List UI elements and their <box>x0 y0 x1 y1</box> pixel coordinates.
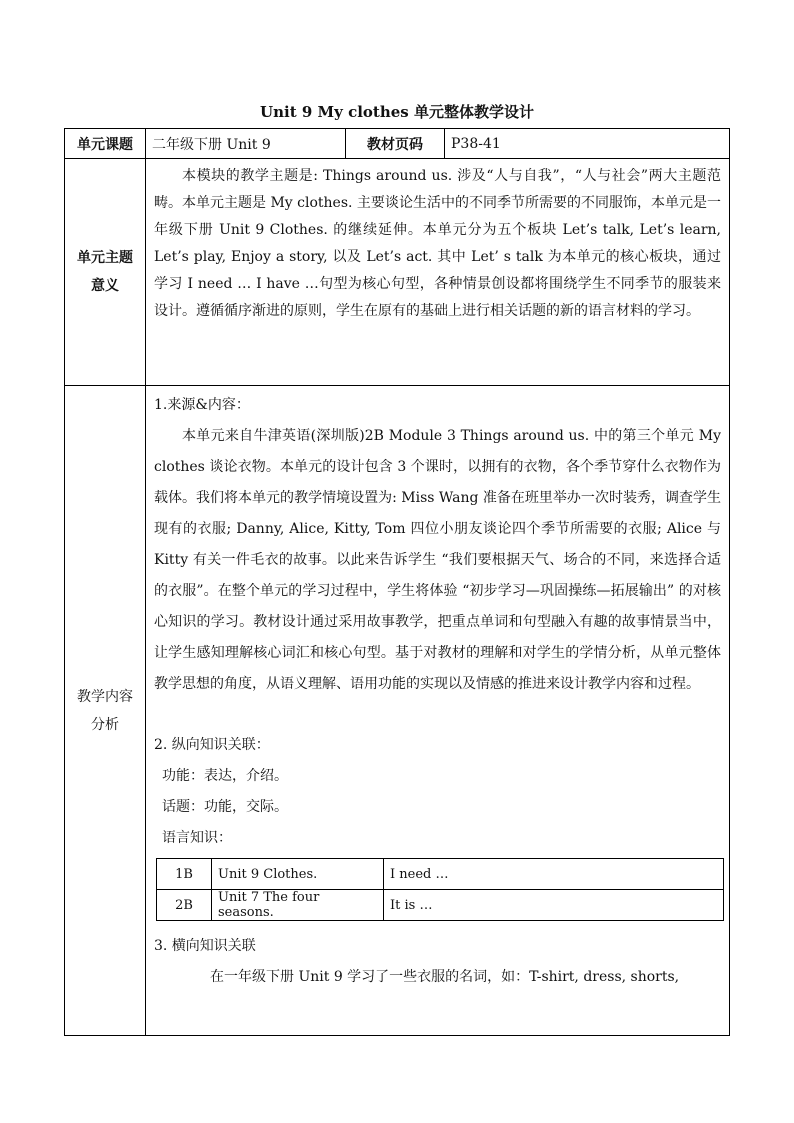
function-line: 功能：表达，介绍。 <box>162 768 288 784</box>
table-row <box>157 859 724 890</box>
grade-cell: 1B <box>157 859 212 890</box>
unit-cell: Unit 7 The four seasons. <box>212 890 384 921</box>
analysis-label <box>65 386 146 1036</box>
theme-row <box>65 159 730 386</box>
unit-label: 单元课题 <box>65 129 146 159</box>
section3-text: 在一年级下册 Unit 9 学习了一些衣服的名词，如：T-shirt, dress, shorts, <box>210 969 680 985</box>
theme-label <box>65 159 146 386</box>
unit-cell: Unit 9 Clothes. <box>212 859 384 890</box>
section2-heading: 2. 纵向知识关联： <box>154 737 270 753</box>
theme-content <box>146 159 730 386</box>
table-row <box>157 890 724 921</box>
pattern-cell: It is … <box>384 890 724 921</box>
section1-heading: 1.来源&内容： <box>154 397 250 413</box>
theme-label-line1: 单元主题 <box>77 250 133 266</box>
knowledge-table <box>156 858 724 921</box>
unit-info-row <box>65 129 730 159</box>
topic-line: 话题：功能，交际。 <box>162 799 288 815</box>
language-line: 语言知识： <box>162 830 232 846</box>
analysis-label-line2: 分析 <box>91 716 119 733</box>
grade-cell: 2B <box>157 890 212 921</box>
pattern-cell: I need … <box>384 859 724 890</box>
theme-text: 本模块的教学主题是: Things around us. 涉及“人与自我”，“人与社会”两大主题范畴。本单元主题是 My clothes. 主要谈论生活中的不同季节所需要的不同服饰，本单元是一年级下册 Unit 9 Clothes. 的继续延伸。本单元分为五个板块 Let’s talk, Let’s learn, Let’s play, Enjoy a story, 以及 Let’s act. 其中 Let’ s talk 为本单元的核心板块，通过学习 I need … I have …句型为核心句型，各种情景创设都将围绕学生不同季节的服装来设计。遵循循序渐进的原则，学生在原有的基础上进行相关话题的新的语言材料的学习。 <box>154 168 721 319</box>
theme-label-line2: 意义 <box>91 278 119 294</box>
section1-text: 本单元来自牛津英语(深圳版)2B Module 3 Things around us. 中的第三个单元 My clothes 谈论衣物。本单元的设计包含 3 个课时，以拥有的衣物，各个季节穿什么衣物作为载体。我们将本单元的教学情境设置为: Miss Wang 准备在班里举办一次时装秀，调查学生现有的衣服; Danny, Alice, Kitty, Tom 四位小朋友谈论四个季节所需要的衣服; Alice 与 Kitty 有关一件毛衣的故事。以此来告诉学生 “我们要根据天气、场合的不同，来选择合适的衣服”。在整个单元的学习过程中，学生将体验 “初步学习—巩固操练—拓展输出” 的对核心知识的学习。教材设计通过采用故事教学，把重点单词和句型融入有趣的故事情景当中，让学生感知理解核心词汇和核心句型。基于对教材的理解和对学生的学情分析，从单元整体教学思想的角度，从语义理解、语用功能的实现以及情感的推进来设计教学内容和过程。 <box>154 428 721 692</box>
document-title: Unit 9 My clothes 单元整体教学设计 <box>260 103 534 121</box>
pages-value: P38-41 <box>445 129 730 159</box>
section3-heading: 3. 横向知识关联 <box>154 938 256 954</box>
analysis-label-line1: 教学内容 <box>77 688 133 705</box>
pages-label: 教材页码 <box>346 129 445 159</box>
lesson-plan-table <box>64 128 730 1036</box>
analysis-row <box>65 386 730 1036</box>
analysis-content <box>146 386 730 1036</box>
unit-value: 二年级下册 Unit 9 <box>146 129 346 159</box>
